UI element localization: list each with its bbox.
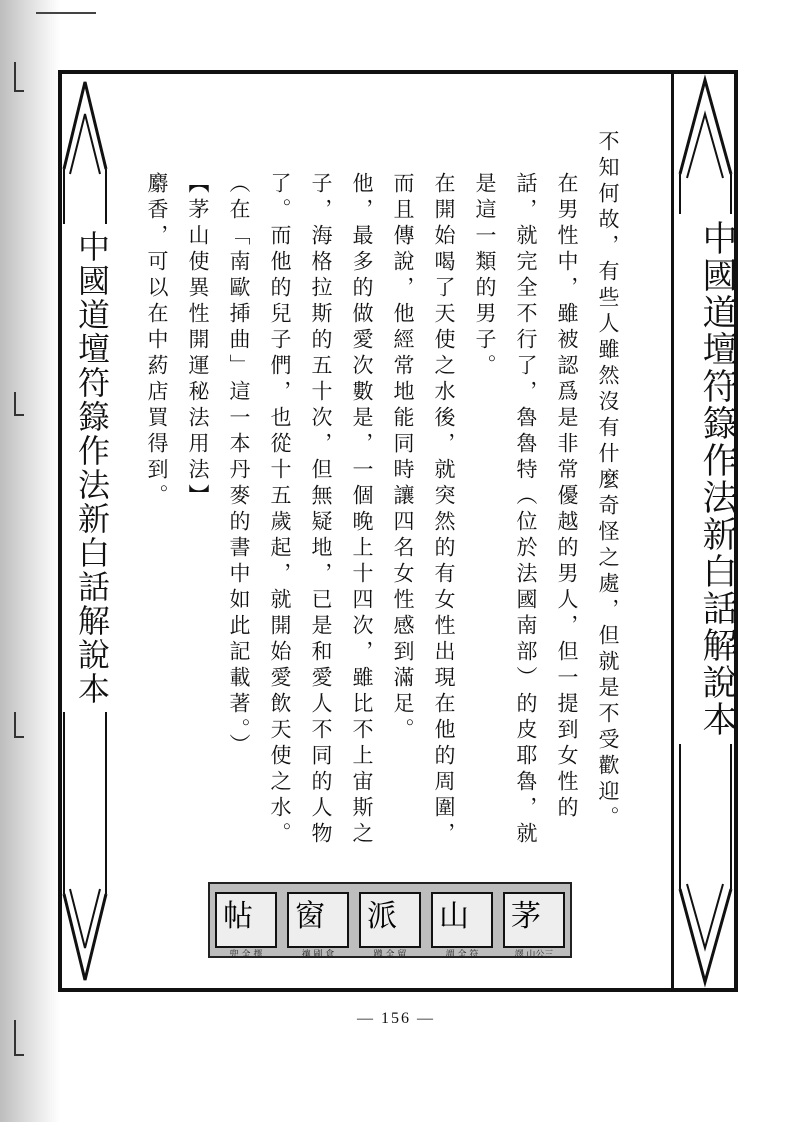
seal-stamp (431, 892, 493, 960)
seal-glyph: 茅 (511, 899, 541, 934)
scan-edge-shadow (0, 0, 60, 1122)
book-title-right: 中國道壇符籙作法新白話解說本 (677, 214, 734, 744)
seal-caption: 謂 全 符 (445, 950, 479, 960)
binder-mark (14, 62, 24, 92)
seal-glyph: 山 (439, 899, 469, 934)
seal-stamp (215, 892, 277, 960)
left-title-column (62, 74, 111, 988)
paragraph: 麝香，可以在中葯店買得到。 (145, 172, 169, 510)
seal-stamp (503, 892, 565, 960)
binder-mark (14, 712, 24, 738)
corner-mark (36, 12, 96, 14)
paragraph: 在開始喝了天使之水後，就突然的有女性出現在他的周圍，而且傳說，他經常地能同時讓四名女性感到滿足。 (391, 172, 456, 848)
paragraph: 在男性中，雖被認爲是非常優越的男人，但一提到女性的話，就完全不行了，魯魯特（位於法國南部）的皮耶魯，就是這一類的男子。 (473, 172, 579, 848)
binder-mark (14, 392, 24, 416)
paragraph: 他，最多的做愛次數是，一個晚上十四次，雖比不上宙斯之子，海格拉斯的五十次，但無疑地，已是和愛人不同的人物了。而他的兒子們，也從十五歲起，就開始愛飲天使之水。（在「南歐揷曲」這一本丹麥的書中如此記載著。） (227, 172, 374, 848)
seal-glyph: 窗 (295, 899, 325, 934)
section-heading: 【茅山使異性開運秘法用法】 (186, 172, 210, 510)
seal-stamp (287, 892, 349, 960)
seal-caption: 禳 刷 倉 (301, 950, 335, 960)
seal-glyph: 派 (367, 899, 397, 934)
page-number: — 156 — (357, 1010, 435, 1027)
body-text (145, 130, 628, 850)
book-title-left: 中國道壇符籙作法新白話解說本 (62, 224, 108, 712)
seal-stamp (359, 892, 421, 960)
paragraph: 不知何故，有些人雖然沒有什麼奇怪之處，但就是不受歡迎。 (596, 130, 620, 832)
seal-caption: 兜 全 擇 (229, 950, 263, 960)
seal-caption: 譯 山公三 (514, 950, 554, 960)
right-title-column (677, 74, 737, 988)
seal-caption: 蹲 全 留 (373, 950, 407, 960)
seal-strip (208, 882, 572, 958)
seal-glyph: 帖 (223, 899, 253, 934)
